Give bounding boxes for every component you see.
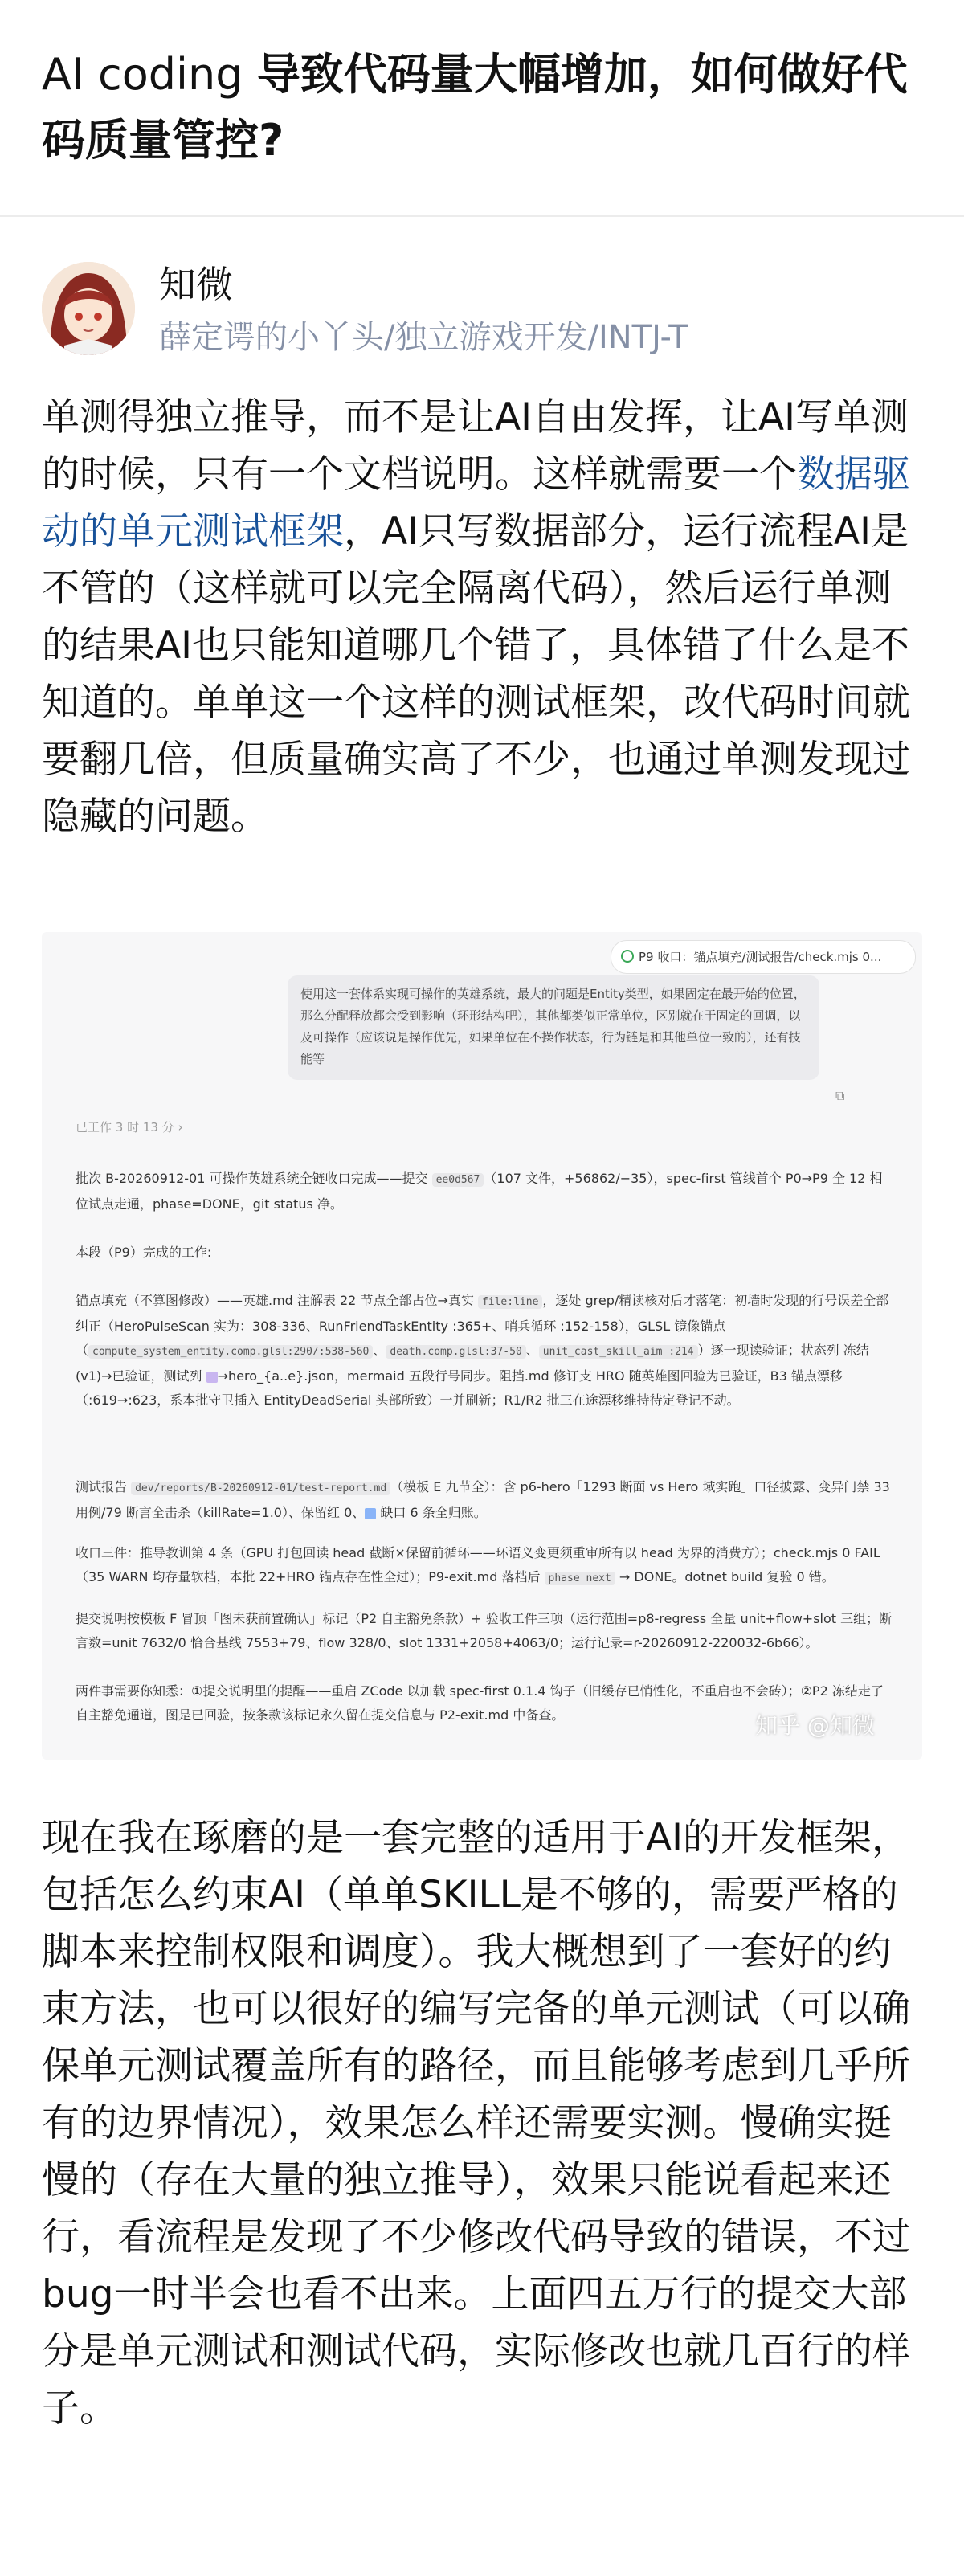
answer-p1-text-a: 单测得独立推导，而不是让AI自由发挥，让AI写单测的时候，只有一个文档说明。这样就需要一个 [42, 395, 909, 497]
task-status-pill [611, 940, 916, 974]
zhihu-watermark: 知乎 @知微 [755, 1712, 875, 1739]
log-line-3-b: ，逐处 grep/精读核对后才落笔：初墙时发现的行号误差全部纠正（HeroPulseScan 实为：308-336、RunFriendTaskEntity :365+、哨兵循环 :152-158），GLSL 镜像锚点（ [76, 1293, 889, 1358]
anime-girl-avatar-icon [42, 262, 135, 355]
check-circle-icon [621, 950, 634, 963]
log-line-6: 提交说明按模板 F 冒顶「图未获前置确认」标记（P2 自主豁免条款）+ 验收工件三项（运行范围=p8-regress 全量 unit+flow+slot 三组；断言数=unit 7632/0 恰合基线 7553+79、flow 328/0、slot 1331+2058+4063/0；运行记录=r-20260912-220032-6b66）。 [76, 1611, 893, 1650]
author-avatar[interactable] [42, 262, 135, 355]
answer-p1-text-b: ，AI只写数据部分，运行流程AI是不管的（这样就可以完全隔离代码），然后运行单测的结果AI也只能知道哪几个错了，具体错了什么是不知道的。单单这一个这样的测试框架，改代码时间就要翻几倍，但质量确实高了不少，也通过单测发现过隐藏的问题。 [42, 509, 910, 839]
log-line-1-a: 批次 B-20260912-01 可操作英雄系统全链收口完成——提交 [76, 1171, 432, 1186]
code-report-path: dev/reports/B-20260912-01/test-report.md [131, 1482, 390, 1495]
log-line-2: 本段（P9）完成的工作: [76, 1245, 212, 1260]
question-title-cjk: 导致代码量大幅增加，如何做好代码质量管控? [42, 49, 908, 166]
author-bio: 薛定谔的小丫头/独立游戏开发/INTJ-T [159, 319, 688, 356]
answer-paragraph-2: 现在我在琢磨的是一套完整的适用于AI的开发框架，包括怎么约束AI（单单SKILL是不够的，需要严格的脚本来控制权限和调度）。我大概想到了一套好的约束方法，也可以很好的编写完备的单元测试（可以确保单元测试覆盖所有的路径，而且能够考虑到几乎所有的边界情况），效果怎么样还需要实测。慢确实挺慢的（存在大量的独立推导），效果只能说看起来还行，看流程是发现了不少修改代码导致的错误，不过bug一时半会也看不出来。上面四五万行的提交大部分是单元测试和测试代码，实际修改也就几百行的样子。 [42, 1816, 910, 2431]
log-line-1 [76, 1167, 895, 1216]
answer-paragraph-1 [42, 389, 925, 845]
log-line-3-e: ）逐一现读验证；状态列 冻结(v1)→已验证，测试列 [76, 1343, 869, 1384]
log-line-3 [76, 1289, 895, 1413]
code-phase-next: phase next [545, 1572, 615, 1585]
log-line-3-f: →hero_{a..e}.json，mermaid 五段行号同步。阻挡.md 修订支 HRO 随英雄图回验为已验证，B3 锚点漂移（:619→:623，系本批守卫插入 EntityDeadSerial 头部所致）一并刷新；R1/R2 批三在途漂移维持待定登记不动。 [76, 1368, 843, 1408]
log-line-5-b: → DONE。dotnet build 复验 0 错。 [615, 1569, 835, 1584]
log-line-3-a: 锚点填充（不算图修改）——英雄.md 注解表 22 节点全部占位→真实 [76, 1293, 478, 1308]
blue-square-icon [365, 1508, 376, 1519]
worked-duration: 已工作 3 时 13 分 › [76, 1120, 183, 1135]
commit-hash-code: ee0d567 [432, 1173, 484, 1187]
log-line-3-d: 、 [525, 1343, 539, 1358]
log-line-5 [76, 1541, 895, 1591]
log-line-4-b: （模板 E 九节全）：含 p6-hero「1293 断面 vs Hero 域实跑」口径披露、变异门禁 33 用例/79 断言全击杀（killRate=1.0）、保留红 0、 [76, 1479, 890, 1520]
log-line-1-b: （107 文件，+56862/−35），spec-first 管线首个 P0→P9 全 12 相位试点走通，phase=DONE，git status 净。 [76, 1171, 883, 1212]
log-line-4 [76, 1475, 895, 1525]
log-line-5-a: 收口三件：推导教训第 4 条（GPU 打包回读 head 截断×保留前循环——环语义变更须重审所有以 head 为界的消费方）；check.mjs 0 FAIL（35 WARN 均存量软档，本批 22+HRO 锚点存在性全过）；P9-exit.md 落档后 [76, 1545, 880, 1584]
code-file-line: file:line [478, 1295, 542, 1309]
log-line-7: 两件事需要你知悉：①提交说明里的提醒——重启 ZCode 以加载 spec-first 0.1.4 钩子（旧缓存已悄性化，不重启也不会砖）；②P2 冻结走了自主豁免通道，图是已回验，按条款该标记永久留在提交信息与 P2-exit.md 中备查。 [76, 1683, 884, 1723]
author-name[interactable]: 知微 [159, 263, 233, 306]
user-message-bubble: 使用这一套体系实现可操作的英雄系统，最大的问题是Entity类型，如果固定在最开始的位置，那么分配释放都会受到影响（环形结构吧），其他都类似正常单位，区别就在于固定的回调，以及可操作（应该说是操作优先，如果单位在不操作状态，行为链是和其他单位一致的），还有技能等 [288, 975, 819, 1080]
log-line-4-a: 测试报告 [76, 1479, 132, 1494]
log-line-4-c: 缺口 6 条全归账。 [376, 1505, 487, 1520]
task-status-text: P9 收口：锚点填充/测试报告/check.mjs 0... [639, 950, 882, 964]
copy-icon: ⧉ [835, 1088, 845, 1103]
chat-screenshot-image [42, 932, 922, 1760]
code-compute-system: compute_system_entity.comp.glsl:290/:538-560 [88, 1345, 373, 1359]
question-title[interactable] [42, 42, 925, 174]
log-line-3-c: 、 [373, 1343, 386, 1358]
code-death: death.comp.glsl:37-50 [386, 1345, 525, 1359]
code-unit-cast: unit_cast_skill_aim :214 [539, 1345, 698, 1359]
question-title-latin: AI coding [42, 49, 257, 100]
data-driven-test-framework-link[interactable]: 数据驱动的单元测试框架 [42, 452, 910, 554]
header-divider [0, 215, 964, 217]
purple-square-icon [206, 1372, 218, 1383]
